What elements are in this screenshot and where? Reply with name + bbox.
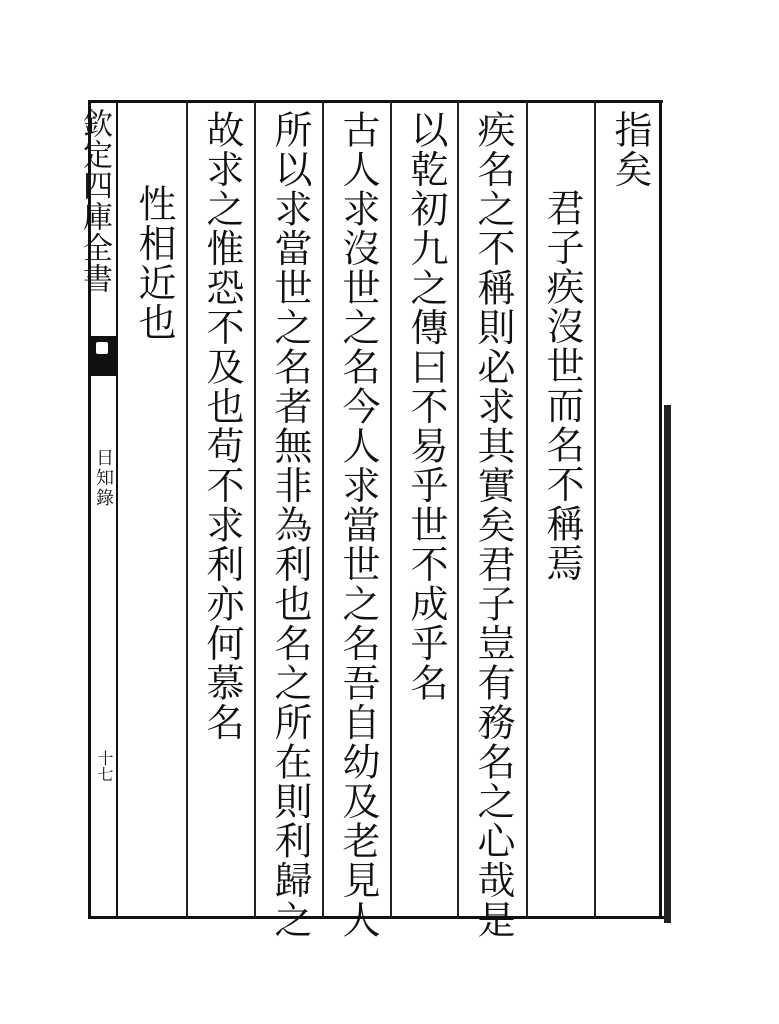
text-column-3: 疾名之不稱則必求其實矣君子豈有務名之心哉是 bbox=[471, 110, 515, 940]
work-title-edge: 日知錄 bbox=[93, 448, 114, 508]
text-column-6: 所以求當世之名者無非為利也名之所在則利歸之 bbox=[268, 110, 312, 940]
column-rule bbox=[390, 100, 392, 919]
frame-right-thick-border bbox=[664, 405, 671, 923]
text-column-1: 指矣 bbox=[608, 110, 652, 189]
text-column-2: 君子疾沒世而名不稱焉 bbox=[540, 188, 584, 583]
fish-tail-mark bbox=[90, 336, 116, 376]
book-title-edge: 欽定四庫全書 bbox=[77, 108, 112, 294]
column-rule bbox=[526, 100, 528, 919]
column-rule bbox=[322, 100, 324, 919]
text-column-5: 古人求沒世之名今人求當世之名吾自幼及老見人 bbox=[336, 110, 380, 940]
text-column-7: 故求之惟恐不及也苟不求利亦何慕名 bbox=[200, 110, 244, 742]
page-number: 十七 bbox=[95, 750, 114, 782]
frame-right-border bbox=[659, 100, 662, 919]
column-rule bbox=[457, 100, 459, 919]
fold-margin-rule bbox=[116, 100, 118, 919]
text-column-8: 性相近也 bbox=[132, 184, 176, 342]
column-rule bbox=[186, 100, 188, 919]
column-rule bbox=[254, 100, 256, 919]
frame-top-border bbox=[88, 100, 663, 103]
column-rule bbox=[594, 100, 596, 919]
text-column-4: 以乾初九之傳曰不易乎世不成乎名 bbox=[404, 110, 448, 703]
